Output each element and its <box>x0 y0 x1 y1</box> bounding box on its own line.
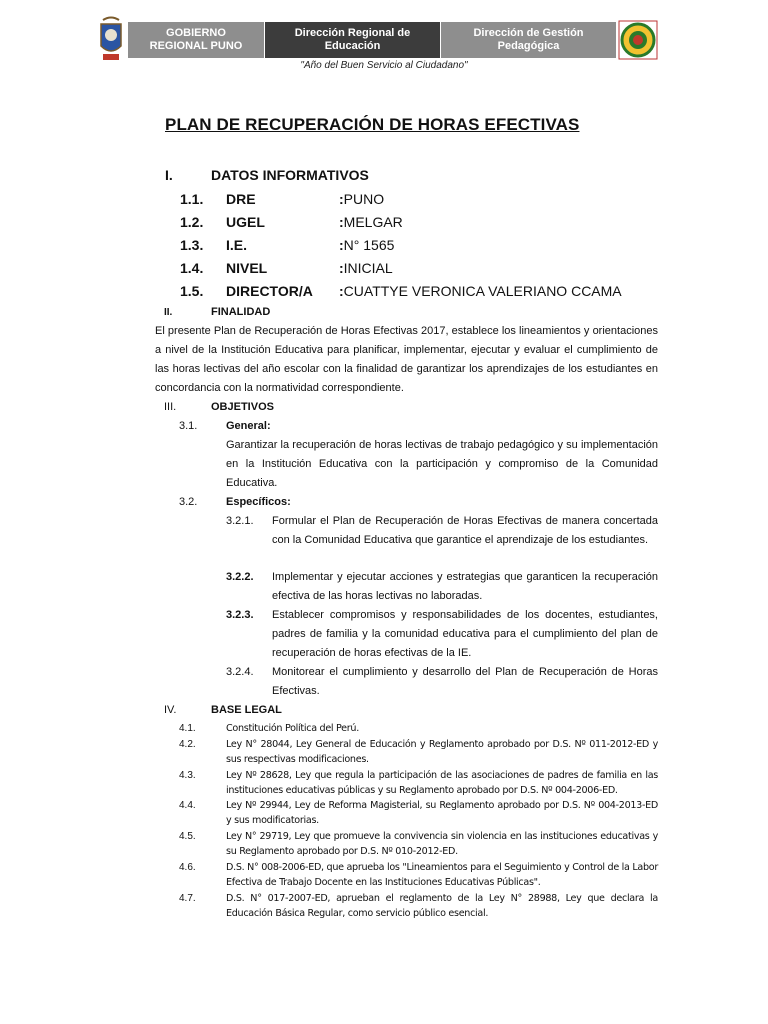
info-row-key: I.E. <box>226 237 248 253</box>
info-row-key: NIVEL <box>226 260 268 276</box>
legal-number: 4.7. <box>179 893 196 904</box>
specific-objective-number: 3.2.3. <box>226 609 254 621</box>
page-title: PLAN DE RECUPERACIÓN DE HORAS EFECTIVAS <box>165 115 580 134</box>
legal-number: 4.1. <box>179 723 196 734</box>
section-heading: BASE LEGAL <box>211 704 282 716</box>
info-row-value: PUNO <box>343 191 385 207</box>
info-row-value-wrap: :N° 1565 <box>339 237 395 253</box>
section-number: IV. <box>164 704 177 716</box>
header-box-line: Dirección de Gestión <box>473 27 584 39</box>
section-heading: DATOS INFORMATIVOS <box>211 167 369 183</box>
specific-objective-text: Formular el Plan de Recuperación de Horas Efectivas de manera concertada con la Comunidad Educativa que garantice el aprendizaje de los estudiantes. <box>272 515 658 546</box>
specific-objective-number: 3.2.1. <box>226 515 254 527</box>
section-number: I. <box>165 167 173 183</box>
general-objective-text: Garantizar la recuperación de horas lectivas de trabajo pedagógico y su implementación en la Institución Educativa con la participación y compromiso de la Comunidad Educativa. <box>226 439 658 489</box>
legal-number: 4.6. <box>179 862 196 873</box>
header-box-line: REGIONAL PUNO <box>149 40 243 52</box>
info-row-value-wrap: :INICIAL <box>339 260 393 276</box>
specific-objective-text: Implementar y ejecutar acciones y estrategias que garanticen la recuperación efectiva de las horas lectivas no laboradas. <box>272 571 658 602</box>
legal-number: 4.3. <box>179 770 196 781</box>
legal-number: 4.4. <box>179 800 196 811</box>
info-row-value: INICIAL <box>343 260 393 276</box>
info-row-key: UGEL <box>226 214 265 230</box>
info-row-number: 1.2. <box>180 214 204 230</box>
info-row-number: 1.1. <box>180 191 204 207</box>
header-box-gestion-pedagogica <box>441 22 616 58</box>
finalidad-paragraph: El presente Plan de Recuperación de Horas Efectivas 2017, establece los lineamientos y orientaciones a nivel de la Institución Educativa para planificar, implementar, ejecutar y evaluar el cumplimiento de las horas lectivas del año escolar con la finalidad de garantizar los aprendizajes de los estudiantes en concordancia con la normatividad correspondiente. <box>155 325 658 394</box>
info-row-number: 1.3. <box>180 237 204 253</box>
info-row-key: DRE <box>226 191 256 207</box>
header-box-line: Pedagógica <box>497 40 560 52</box>
objective-label: Específicos: <box>226 496 291 508</box>
slogan: "Año del Buen Servicio al Ciudadano" <box>300 60 468 71</box>
info-row-number: 1.5. <box>180 283 204 299</box>
legal-text: Ley N° 28044, Ley General de Educación y Reglamento aprobado por D.S. Nº 011-2012-ED y sus respectivas modificaciones. <box>226 739 658 765</box>
specific-objective-number: 3.2.2. <box>226 571 254 583</box>
header-box-line: GOBIERNO <box>166 27 226 39</box>
objective-number: 3.2. <box>179 496 198 508</box>
legal-text: D.S. N° 008-2006-ED, que aprueba los "Lineamientos para el Seguimiento y Control de la Labor Efectiva de Trabajo Docente en las Instituciones Educativas Públicas". <box>226 862 659 888</box>
info-row-key: DIRECTOR/A <box>226 283 313 299</box>
specific-objective-text: Establecer compromisos y responsabilidades de los docentes, estudiantes, padres de familia y la comunidad educativa para el cumplimiento del plan de recuperación de horas efectivas de la IE. <box>272 609 658 659</box>
info-row-value: CUATTYE VERONICA VALERIANO CCAMA <box>343 283 622 299</box>
legal-number: 4.2. <box>179 739 196 750</box>
legal-number: 4.5. <box>179 831 196 842</box>
legal-text: Constitución Política del Perú. <box>226 723 359 734</box>
section-number: III. <box>164 401 177 413</box>
info-row-value-wrap: :CUATTYE VERONICA VALERIANO CCAMA <box>339 283 622 299</box>
specific-objective-number: 3.2.4. <box>226 666 254 678</box>
regional-coat-of-arms-icon <box>97 16 125 60</box>
legal-text: Ley Nº 29944, Ley de Reforma Magisterial, su Reglamento aprobado por D.S. Nº 004-2013-ED y sus modificatorias. <box>226 800 658 826</box>
info-row-value-wrap: :PUNO <box>339 191 385 207</box>
specific-objective-text: Monitorear el cumplimiento y desarrollo del Plan de Recuperación de Horas Efectivas. <box>272 666 658 697</box>
legal-text: Ley N° 29719, Ley que promueve la convivencia sin violencia en las instituciones educativas y su Reglamento aprobado por D.S. Nº 010-2012-ED. <box>226 831 658 857</box>
header-box-gobierno <box>128 22 264 58</box>
objective-number: 3.1. <box>179 420 198 432</box>
legal-text: Ley Nº 28628, Ley que regula la participación de las asociaciones de padres de familia en las instituciones educativas públicas y su Reglamento aprobado por D.S. Nº 004-2006-ED. <box>226 770 658 796</box>
info-row-value: N° 1565 <box>343 237 395 253</box>
info-row-number: 1.4. <box>180 260 204 276</box>
objective-label: General: <box>226 420 271 432</box>
legal-text: D.S. N° 017-2007-ED, aprueban el reglamento de la Ley N° 28988, Ley que declara la Educación Básica Regular, como servicio público esencial. <box>226 893 658 919</box>
info-row-value-wrap: :MELGAR <box>339 214 403 230</box>
header-box-line: Dirección Regional de <box>294 27 411 39</box>
section-heading: OBJETIVOS <box>211 401 274 413</box>
section-number: II. <box>164 307 173 318</box>
section-heading: FINALIDAD <box>211 306 271 318</box>
info-row-value: MELGAR <box>343 214 403 230</box>
header-box-line: Educación <box>324 40 381 52</box>
header-box-direccion-regional <box>265 22 440 58</box>
education-seal-icon <box>618 20 658 60</box>
